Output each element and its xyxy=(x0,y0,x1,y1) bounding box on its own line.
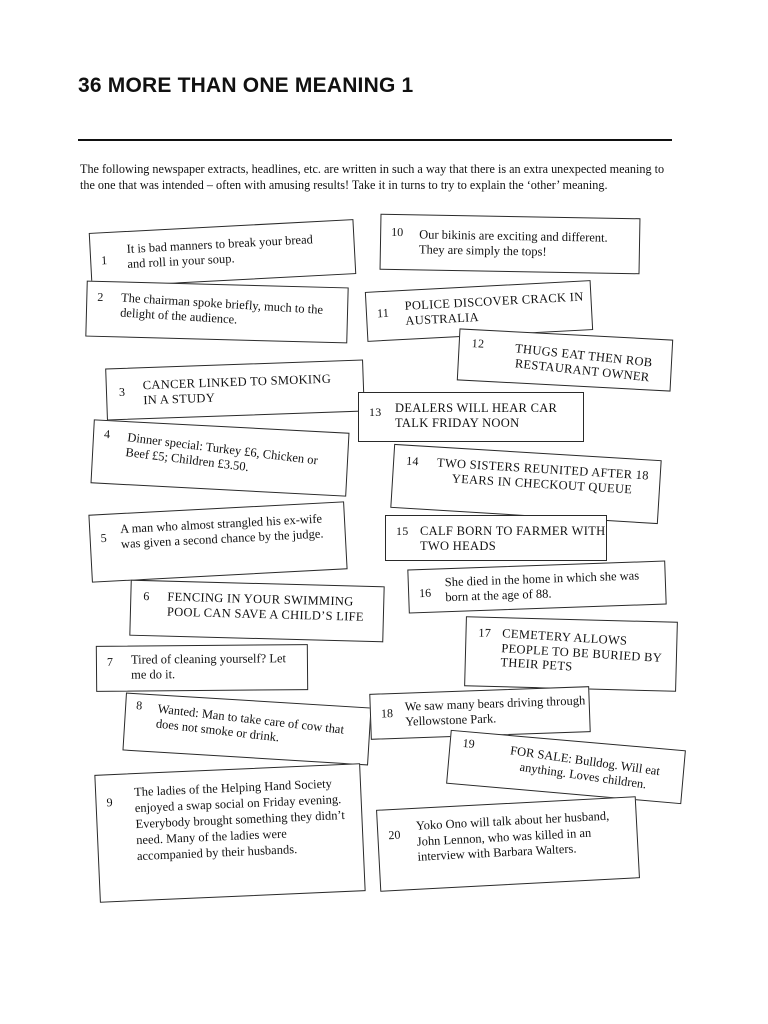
extract-14 xyxy=(390,444,661,524)
extract-17 xyxy=(464,616,678,692)
extract-19 xyxy=(446,730,686,804)
extract-number: 16 xyxy=(418,585,432,601)
extract-number: 18 xyxy=(380,706,394,721)
extract-text: Dinner special: Turkey £6, Chicken or Beef £5; Children £3.50. xyxy=(124,430,319,474)
extract-text: CALF BORN TO FARMER WITH TWO HEADS xyxy=(420,524,606,553)
extract-text: The chairman spoke briefly, much to the delight of the audience. xyxy=(119,290,324,327)
extract-text: TWO SISTERS REUNITED AFTER 18 YEARS IN CHECKOUT QUEUE xyxy=(436,455,650,496)
extract-number: 1 xyxy=(100,253,108,268)
extract-9 xyxy=(94,763,365,902)
title-rule xyxy=(78,139,672,141)
extract-10 xyxy=(380,214,641,275)
extract-number: 4 xyxy=(103,426,111,442)
page-title: 36 MORE THAN ONE MEANING 1 xyxy=(78,74,414,97)
extract-text: CANCER LINKED TO SMOKING IN A STUDY xyxy=(142,371,332,407)
extract-number: 12 xyxy=(471,336,485,351)
extract-number: 19 xyxy=(462,735,476,751)
extract-text: She died in the home in which she was born at the age of 88. xyxy=(444,568,640,604)
extract-3 xyxy=(105,360,365,421)
extract-15 xyxy=(385,515,607,561)
extract-text: FOR SALE: Bulldog. Will eat anything. Loves children. xyxy=(509,743,661,791)
extract-5 xyxy=(88,501,347,582)
extract-text: Our bikinis are exciting and different. They are simply the tops! xyxy=(418,227,608,259)
extract-text: POLICE DISCOVER CRACK IN AUSTRALIA xyxy=(404,289,584,328)
extract-text: Tired of cleaning yourself? Let me do it. xyxy=(130,651,287,682)
extract-number: 14 xyxy=(405,453,420,469)
extract-8 xyxy=(122,693,371,766)
extract-text: CEMETERY ALLOWS PEOPLE TO BE BURIED BY THEIR PETS xyxy=(500,626,663,674)
extract-1 xyxy=(89,219,357,288)
extract-20 xyxy=(376,796,640,891)
extract-number: 6 xyxy=(143,589,150,604)
extract-16 xyxy=(407,561,666,614)
extract-text: Yoko Ono will talk about her husband, John Lennon, who was killed in an interview with Barbara Walters. xyxy=(415,808,610,864)
extract-number: 2 xyxy=(97,289,104,305)
extract-number: 8 xyxy=(135,698,143,713)
extract-text: It is bad manners to break your bread and roll in your soup. xyxy=(126,232,314,271)
extract-number: 20 xyxy=(388,827,401,843)
extract-12 xyxy=(457,328,673,391)
extract-number: 7 xyxy=(106,654,114,669)
extract-text: We saw many bears driving through Yellowstone Park. xyxy=(404,693,586,729)
extract-number: 3 xyxy=(118,384,126,400)
extract-4 xyxy=(91,419,350,496)
extract-text: A man who almost strangled his ex-wife was given a second chance by the judge. xyxy=(119,511,324,551)
extract-number: 11 xyxy=(376,305,390,321)
intro-paragraph: The following newspaper extracts, headlines, etc. are written in such a way that there is an extra unexpected meaning to the one that was intended – often with amusing results! Take it in turns to try to explain the ‘other’ meaning. xyxy=(80,162,665,192)
extract-text: Wanted: Man to take care of cow that does not smoke or drink. xyxy=(155,701,345,744)
extract-13 xyxy=(358,392,584,442)
extract-number: 10 xyxy=(391,224,404,240)
extract-text: FENCING IN YOUR SWIMMING POOL CAN SAVE A CHILD’S LIFE xyxy=(166,589,365,624)
extract-6 xyxy=(129,580,384,643)
extract-7 xyxy=(96,644,308,692)
extract-2 xyxy=(85,281,348,344)
extract-text: DEALERS WILL HEAR CAR TALK FRIDAY NOON xyxy=(395,401,558,430)
extract-number: 13 xyxy=(369,405,382,419)
extract-text: THUGS EAT THEN ROB RESTAURANT OWNER xyxy=(514,341,654,384)
extract-number: 5 xyxy=(100,530,107,546)
extract-number: 15 xyxy=(396,524,409,538)
extract-number: 9 xyxy=(106,795,113,810)
extract-number: 17 xyxy=(478,625,492,640)
extract-text: The ladies of the Helping Hand Society enjoyed a swap social on Friday evening. Everybody brought something they didn’t need. Many of the ladies were accompanied by their husbands. xyxy=(133,776,346,864)
